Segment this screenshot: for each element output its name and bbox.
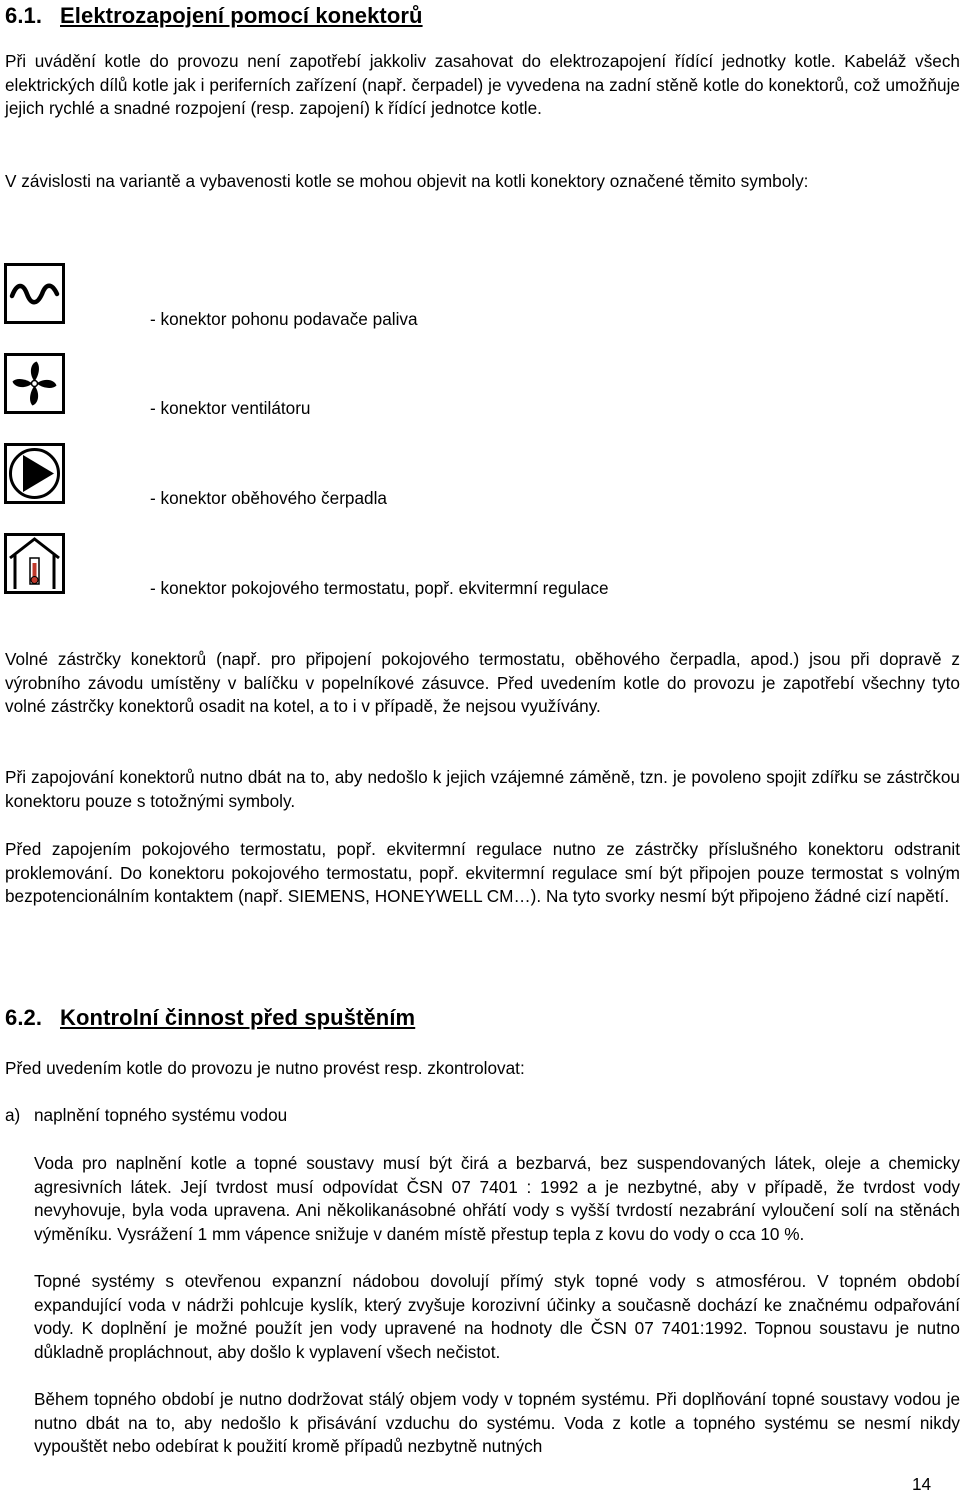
section-title: Elektrozapojení pomocí konektorů (60, 3, 423, 28)
paragraph-heating-period: Během topného období je nutno dodržovat stálý objem vody v topném systému. Při doplňování topné soustavy vodou je nutno dbát na to, aby nedošlo k přisávání vzduchu do systému. Voda z kotle a topného systému se nesmí nikdy vypouštět nebo odebírat k použití kromě případů nezbytně nutných (34, 1389, 960, 1457)
symbol-label-thermostat: - konektor pokojového termostatu, popř. ekvitermní regulace (150, 578, 609, 598)
thermostat-house-icon (4, 533, 65, 594)
symbol-label-feeder: - konektor pohonu podavače paliva (150, 309, 418, 329)
paragraph-intro: Při uvádění kotle do provozu není zapotřebí jakkoliv zasahovat do elektrozapojení řídící jednotky kotle. Kabeláž všech elektrických dílů kotle jak i periferních zařízení (např. čerpadel) je vyvedena na zadní stěně kotle do konektorů, což umožňuje jejich rychlé a snadné rozpojení (resp. zapojení) k řídící jednotce kotle. (5, 51, 960, 119)
paragraph-thermostat: Před zapojením pokojového termostatu, popř. ekvitermní regulace nutno ze zástrčky příslušného konektoru odstranit proklemování. Do konektoru pokojového termostatu, popř. ekvitermní regulace smí být připojen pouze termostat s volným bezpotencionálním kontaktem (např. SIEMENS, HONEYWELL CM…). Na tyto svorky nesmí být připojeno žádné cizí napětí. (5, 839, 960, 907)
paragraph-symbols-intro: V závislosti na variantě a vybavenosti kotle se mohou objevit na kotli konektory označené těmito symboly: (5, 171, 809, 191)
feeder-motor-icon (4, 263, 65, 324)
symbol-label-fan: - konektor ventilátoru (150, 398, 311, 418)
section-heading-6-2 (5, 1005, 415, 1031)
section-number: 6.1. (5, 3, 43, 28)
paragraph-connecting: Při zapojování konektorů nutno dbát na to, aby nedošlo k jejich vzájemné záměně, tzn. je povoleno spojit zdířku se zástrčkou konektoru pouze s totožnými symboly. (5, 767, 960, 811)
pump-icon (4, 443, 65, 504)
symbol-label-pump: - konektor oběhového čerpadla (150, 488, 387, 508)
paragraph-water-quality: Voda pro naplnění kotle a topné soustavy musí být čirá a bezbarvá, bez suspendovaných látek, oleje a chemicky agresivních látek. Její tvrdost musí odpovídat ČSN 07 7401 : 1992 a je nezbytné, aby v případě, že tvrdost vody nevyhovuje, byla voda upravena. Ani několikanásobné ohřátí vody s vyšší tvrdostí nezabrání vyloučení solí na stěnách výměníku. Vysrážení 1 mm vápence snižuje v daném místě přestup tepla z kovu do vody o cca 10 %. (34, 1153, 960, 1244)
section-number: 6.2. (5, 1005, 43, 1030)
list-item-label: naplnění topného systému vodou (34, 1105, 288, 1125)
list-marker: a) (5, 1105, 21, 1125)
section-title: Kontrolní činnost před spuštěním (60, 1005, 416, 1030)
fan-icon (4, 353, 65, 414)
page-number: 14 (912, 1474, 932, 1494)
list-item-a (5, 1104, 287, 1127)
paragraph-check-intro: Před uvedením kotle do provozu je nutno provést resp. zkontrolovat: (5, 1058, 525, 1078)
section-heading-6-1 (5, 3, 423, 29)
paragraph-loose-plugs: Volné zástrčky konektorů (např. pro připojení pokojového termostatu, oběhového čerpadla, apod.) jsou při dopravě z výrobního závodu umístěny v balíčku v popelníkové zásuvce. Před uvedením kotle do provozu je zapotřebí všechny tyto volné zástrčky konektorů osadit na kotel, a to i v případě, že nejsou využívány. (5, 649, 960, 717)
paragraph-open-systems: Topné systémy s otevřenou expanzní nádobou dovolují přímý styk topné vody s atmosférou. V topném období expandující voda v nádrži pohlcuje kyslík, který zvyšuje korozivní účinky a současně dochází ke značnému odpařování vody. K doplnění je možné použít jen vody upravené na hodnoty dle ČSN 07 7401:1992. Topnou soustavu je nutno důkladně propláchnout, aby došlo k vyplavení všech nečistot. (34, 1271, 960, 1362)
